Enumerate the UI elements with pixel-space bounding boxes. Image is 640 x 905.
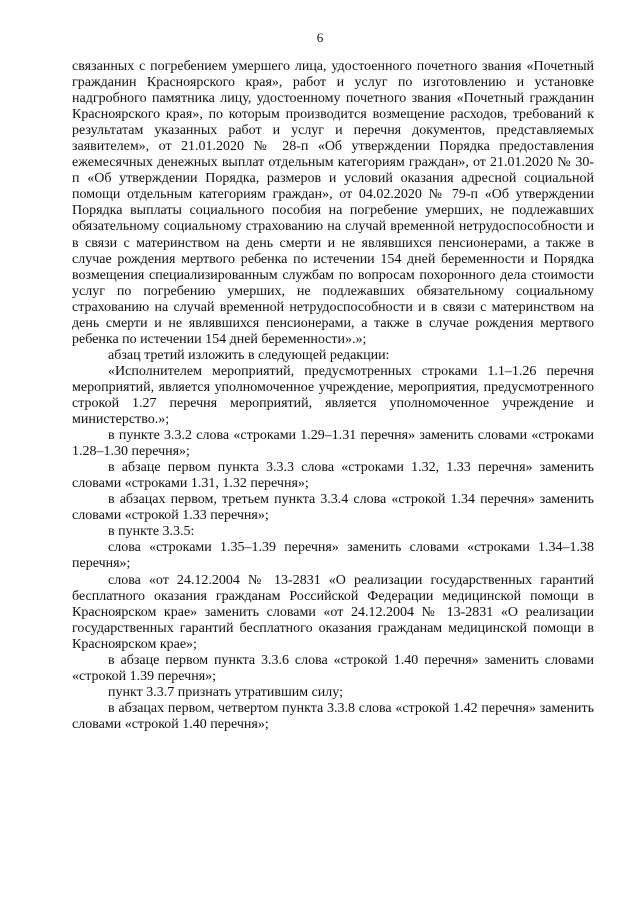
document-body <box>72 59 594 733</box>
paragraph-amendment-quote: «Исполнителем мероприятий, предусмотренных строками 1.1–1.26 перечня мероприятий, является уполномоченное учреждение, мероприятия, предусмотренного строкой 1.27 перечня мероприятий, является уполномоченное учреждение и министерство.»; <box>72 363 594 428</box>
paragraph-continuation: связанных с погребением умершего лица, удостоенного почетного звания «Почетный гражданин Красноярского края», работ и услуг по изготовлению и установке надгробного памятника лицу, удостоенному почетного звания «Почетный гражданин Красноярского края», по которым производится возмещение расходов, требований к результатам указанных работ и услуг и перечня документов, представляемых заявителем», от 21.01.2020 № 28-п «Об утверждении Порядка предоставления ежемесячных денежных выплат отдельным категориям граждан», от 21.01.2020 № 30-п «Об утверждении Порядка, размеров и условий оказания адресной социальной помощи отдельным категориям граждан», от 04.02.2020 № 79-п «Об утверждении Порядка выплаты социального пособия на погребение умерших, не подлежавших обязательному социальному страхованию на случай временной нетрудоспособности и в связи с материнством на день смерти и не являвшихся пенсионерами, а также в случае рождения мертвого ребенка по истечении 154 дней беременности и Порядка возмещения специализированным службам по вопросам похоронного дела стоимости услуг по погребению умерших, не подлежавших обязательному социальному страхованию на случай временной нетрудоспособности и в связи с материнством на день смерти и не являвшихся пенсионерами, а также в случае рождения мертвого ребенка по истечении 154 дней беременности».»; <box>72 59 594 347</box>
paragraph-item-3-3-8: в абзацах первом, четвертом пункта 3.3.8 слова «строкой 1.42 перечня» заменить словами «строкой 1.40 перечня»; <box>72 700 594 732</box>
paragraph-item-3-3-7: пункт 3.3.7 признать утратившим силу; <box>108 684 343 700</box>
paragraph-item-3-3-6: в абзаце первом пункта 3.3.6 слова «строкой 1.40 перечня» заменить словами «строкой 1.39 перечня»; <box>72 652 594 684</box>
page-number: 6 <box>316 30 324 45</box>
paragraph-item-3-3-2: в пункте 3.3.2 слова «строками 1.29–1.31 перечня» заменить словами «строками 1.28–1.30 перечня»; <box>72 428 594 460</box>
paragraph-item-3-3-3: в абзаце первом пункта 3.3.3 слова «строками 1.32, 1.33 перечня» заменить словами «строками 1.31, 1.32 перечня»; <box>72 460 594 492</box>
paragraph-item-3-3-5: в пункте 3.3.5: <box>108 524 195 540</box>
paragraph-amendment-intro: абзац третий изложить в следующей редакции: <box>108 347 390 363</box>
paragraph-item-3-3-5-law: слова «от 24.12.2004 № 13-2831 «О реализации государственных гарантий бесплатного оказания гражданам Российской Федерации медицинской помощи в Красноярском крае» заменить словами «от 24.12.2004 № 13-2831 «О реализации государственных гарантий бесплатного оказания гражданам медицинской помощи в Красноярском крае»; <box>72 572 594 652</box>
paragraph-item-3-3-5-words: слова «строками 1.35–1.39 перечня» заменить словами «строками 1.34–1.38 перечня»; <box>72 540 594 572</box>
paragraph-item-3-3-4: в абзацах первом, третьем пункта 3.3.4 слова «строкой 1.34 перечня» заменить словами «строкой 1.33 перечня»; <box>72 492 594 524</box>
